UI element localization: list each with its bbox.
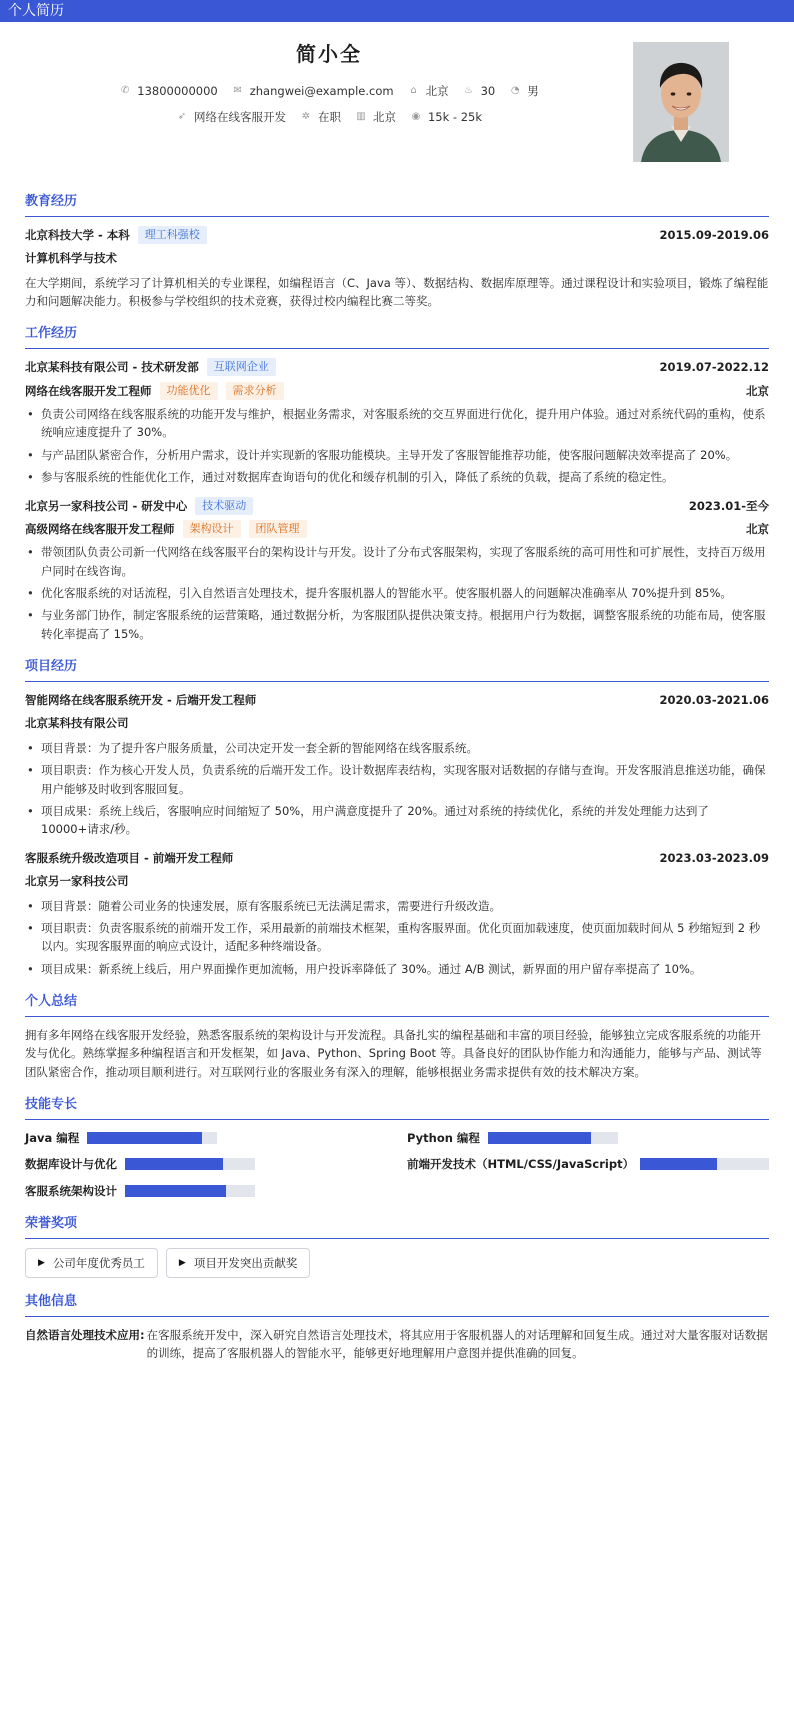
project-name: 客服系统升级改造项目 - 前端开发工程师 <box>25 850 234 865</box>
project-name-group <box>25 691 256 709</box>
work-role-group <box>25 520 307 538</box>
send-icon: ➶ <box>177 111 187 123</box>
award-name: 公司年度优秀员工 <box>52 1255 145 1270</box>
other-info-item <box>25 1326 769 1363</box>
work-bullet: • 与业务部门协作，制定客服系统的运营策略，通过数据分析，为客服团队提供决策支持。根据用户行为数据，调整客服系统的功能布局，使客服转化率提高了 15%。 <box>25 606 769 643</box>
info-text: 30 <box>480 84 496 98</box>
building-icon: ▥ <box>356 111 366 123</box>
info-item <box>232 82 394 100</box>
other-info-text: 在客服系统开发中，深入研究自然语言处理技术，将其应用于客服机器人的对话理解和回复生成。通过对大量客服对话数据的训练，提高了客服机器人的智能水平，能够更好地理解用户意图并提供准确的回复。 <box>146 1328 768 1361</box>
work-location: 北京 <box>746 521 769 536</box>
project-bullet: • 项目成果：新系统上线后，用户界面操作更加流畅，用户投诉率降低了 30%。通过 A/B 测试，新界面的用户留存率提高了 10%。 <box>25 960 769 978</box>
skill-name: 前端开发技术（HTML/CSS/JavaScript） <box>407 1157 635 1172</box>
work-bullet-list <box>25 543 769 643</box>
work-role-row <box>25 382 769 400</box>
section-title: 教育经历 <box>25 192 769 217</box>
award-name: 项目开发突出贡献奖 <box>193 1255 298 1270</box>
project-bullet-list <box>25 739 769 839</box>
info-text: 男 <box>527 84 539 98</box>
project-name: 智能网络在线客服系统开发 - 后端开发工程师 <box>25 693 257 708</box>
info-item <box>355 108 396 126</box>
skill-level-fill <box>87 1132 201 1144</box>
other-info-label: 自然语言处理技术应用: <box>25 1328 145 1343</box>
banner-title: 个人简历 <box>8 3 64 19</box>
salary-icon: ◉ <box>411 111 421 123</box>
company-tag: 技术驱动 <box>195 497 253 515</box>
info-item <box>176 108 286 126</box>
info-item <box>463 82 496 100</box>
info-text: 北京 <box>372 110 396 124</box>
project-item <box>25 691 769 839</box>
profile-photo <box>633 42 729 162</box>
work-company-group <box>25 358 276 376</box>
section-title: 工作经历 <box>25 324 769 349</box>
resume-page <box>25 22 769 1363</box>
skill-level-fill <box>125 1185 226 1197</box>
job-intent-line <box>25 108 633 126</box>
status-icon: ✲ <box>301 111 311 123</box>
skills-grid <box>25 1129 769 1200</box>
section-title: 项目经历 <box>25 657 769 682</box>
skill-name: 数据库设计与优化 <box>25 1157 117 1172</box>
work-bullet: • 负责公司网络在线客服系统的功能开发与维护，根据业务需求，对客服系统的交互界面进行优化，提升用户体验。通过对系统代码的重构，使系统响应速度提升了 30%。 <box>25 405 769 442</box>
education-header <box>25 226 769 244</box>
other-section <box>25 1292 769 1363</box>
work-date: 2019.07-2022.12 <box>659 360 769 375</box>
resume-header <box>25 22 769 178</box>
company-name: 北京某科技有限公司 - 技术研发部 <box>25 360 199 375</box>
age-icon: ♨ <box>464 85 474 97</box>
skill-level-bar <box>488 1132 618 1144</box>
skill-name: 客服系统架构设计 <box>25 1183 117 1198</box>
work-date: 2023.01-至今 <box>688 498 769 513</box>
education-description: 在大学期间，系统学习了计算机相关的专业课程，如编程语言（C、Java 等）、数据结构、数据库原理等。通过课程设计和实验项目，锻炼了编程能力和问题解决能力。积极参与学校组织的技术竞赛，获得过校内编程比赛二等奖。 <box>25 275 769 308</box>
skill-level-bar <box>125 1158 255 1170</box>
skill-level-fill <box>488 1132 591 1144</box>
company-name: 北京另一家科技公司 - 研发中心 <box>25 498 188 513</box>
role-tag: 功能优化 <box>160 382 218 400</box>
info-text: 15k - 25k <box>427 110 483 124</box>
contact-info-line <box>25 82 633 100</box>
skill-level-bar <box>87 1132 217 1144</box>
skill-item <box>25 1182 387 1200</box>
work-location: 北京 <box>746 383 769 398</box>
project-header <box>25 849 769 867</box>
info-item <box>509 82 539 100</box>
project-company: 北京另一家科技公司 <box>25 874 129 889</box>
project-bullet: • 项目背景：随着公司业务的快速发展，原有客服系统已无法满足需求，需要进行升级改造。 <box>25 897 769 915</box>
work-bullet: • 参与客服系统的性能优化工作，通过对数据库查询语句的优化和缓存机制的引入，降低了系统的负载，提高了系统的稳定性。 <box>25 468 769 486</box>
info-text: 网络在线客服开发 <box>193 110 286 124</box>
project-bullet: • 项目背景：为了提升客户服务质量，公司决定开发一套全新的智能网络在线客服系统。 <box>25 739 769 757</box>
role-tag: 架构设计 <box>183 520 241 538</box>
project-date: 2020.03-2021.06 <box>659 693 769 708</box>
awards-section <box>25 1214 769 1278</box>
info-text: 13800000000 <box>137 84 218 98</box>
project-bullet-list <box>25 897 769 979</box>
skill-level-bar <box>125 1185 255 1197</box>
skill-item <box>25 1129 387 1147</box>
project-bullet: • 项目成果：系统上线后，客服响应时间缩短了 50%，用户满意度提升了 20%。通过对系统的持续优化，系统的并发处理能力达到了 10000+请求/秒。 <box>25 802 769 839</box>
summary-section <box>25 992 769 1081</box>
page-banner <box>0 0 794 22</box>
project-list <box>25 691 769 978</box>
work-item <box>25 497 769 644</box>
info-item <box>408 82 449 100</box>
work-role-row <box>25 520 769 538</box>
skill-name: Python 编程 <box>407 1130 480 1145</box>
info-item <box>410 108 482 126</box>
work-item <box>25 358 769 486</box>
home-icon: ⌂ <box>410 85 417 97</box>
summary-text: 拥有多年网络在线客服开发经验，熟悉客服系统的架构设计与开发流程。具备扎实的编程基础和丰富的项目经验，能够独立完成客服系统的功能开发与优化。熟练掌握多种编程语言和开发框架，如 Java、Python、Spring Boot 等。具备良好的团队协作能力和沟通能力，能够与产品、测试等团队紧密合作，推动项目顺利进行。对互联网行业的客服业务有深入的理解，能够根据业务需求提供有效的技术解决方案。 <box>25 1027 762 1079</box>
phone-icon: ✆ <box>121 85 130 97</box>
play-triangle-icon: ▶ <box>38 1257 45 1268</box>
work-bullet: • 优化客服系统的对话流程，引入自然语言处理技术，提升客服机器人的智能水平。使客服机器人的问题解决准确率从 70%提升到 85%。 <box>25 584 769 602</box>
project-bullet: • 项目职责：负责客服系统的前端开发工作，采用最新的前端技术框架，重构客服界面。优化页面加载速度，使页面加载时间从 5 秒缩短到 2 秒以内。实现客服界面的响应式设计，适配多种终端设备。 <box>25 919 769 956</box>
role-tag: 需求分析 <box>226 382 284 400</box>
work-list <box>25 358 769 643</box>
award-item <box>25 1248 158 1278</box>
work-item-header <box>25 358 769 376</box>
section-title: 荣誉奖项 <box>25 1214 769 1239</box>
school-tag: 理工科强校 <box>138 226 207 244</box>
awards-list <box>25 1248 769 1278</box>
major-name: 计算机科学与技术 <box>25 251 117 266</box>
project-section <box>25 657 769 978</box>
work-section <box>25 324 769 643</box>
project-company: 北京某科技有限公司 <box>25 716 129 731</box>
gender-icon: ◔ <box>510 85 520 97</box>
award-item <box>166 1248 310 1278</box>
skills-section <box>25 1095 769 1200</box>
role-title: 网络在线客服开发工程师 <box>25 383 152 398</box>
work-bullet: • 与产品团队紧密合作，分析用户需求，设计并实现新的客服功能模块。主导开发了客服智能推荐功能，使客服问题解决效率提高了 20%。 <box>25 446 769 464</box>
skill-level-fill <box>640 1158 717 1170</box>
skill-item <box>25 1155 387 1173</box>
role-title: 高级网络在线客服开发工程师 <box>25 521 175 536</box>
skill-item <box>407 1155 769 1173</box>
work-item-header <box>25 497 769 515</box>
play-triangle-icon: ▶ <box>178 1257 186 1268</box>
info-item <box>119 82 217 100</box>
work-bullet-list <box>25 405 769 487</box>
role-tag: 团队管理 <box>249 520 307 538</box>
education-date: 2015.09-2019.06 <box>659 227 769 242</box>
work-role-group <box>25 382 284 400</box>
project-item <box>25 849 769 978</box>
skill-name: Java 编程 <box>25 1130 80 1145</box>
skill-level-fill <box>125 1158 223 1170</box>
work-company-group <box>25 497 253 515</box>
skill-item <box>407 1129 769 1147</box>
project-bullet: • 项目职责：作为核心开发人员，负责系统的后端开发工作。设计数据库表结构，实现客服对话数据的存储与查询。开发客服消息推送功能，确保用户能够及时收到客服回复。 <box>25 761 769 798</box>
info-item <box>300 108 341 126</box>
info-text: 北京 <box>425 84 449 98</box>
section-title: 技能专长 <box>25 1095 769 1120</box>
work-bullet: • 带领团队负责公司新一代网络在线客服平台的架构设计与开发。设计了分布式客服架构，实现了客服系统的高可用性和可扩展性，支持百万级用户同时在线咨询。 <box>25 543 769 580</box>
project-date: 2023.03-2023.09 <box>659 850 769 865</box>
education-section <box>25 192 769 310</box>
project-header <box>25 691 769 709</box>
info-text: 在职 <box>317 110 341 124</box>
candidate-name: 简小全 <box>296 42 362 66</box>
mail-icon: ✉ <box>233 85 242 97</box>
company-tag: 互联网企业 <box>207 358 276 376</box>
info-text: zhangwei@example.com <box>249 84 394 98</box>
section-title: 其他信息 <box>25 1292 769 1317</box>
skill-level-bar <box>640 1158 769 1170</box>
school-name: 北京科技大学 - 本科 <box>25 227 130 242</box>
project-name-group <box>25 849 233 867</box>
section-title: 个人总结 <box>25 992 769 1017</box>
